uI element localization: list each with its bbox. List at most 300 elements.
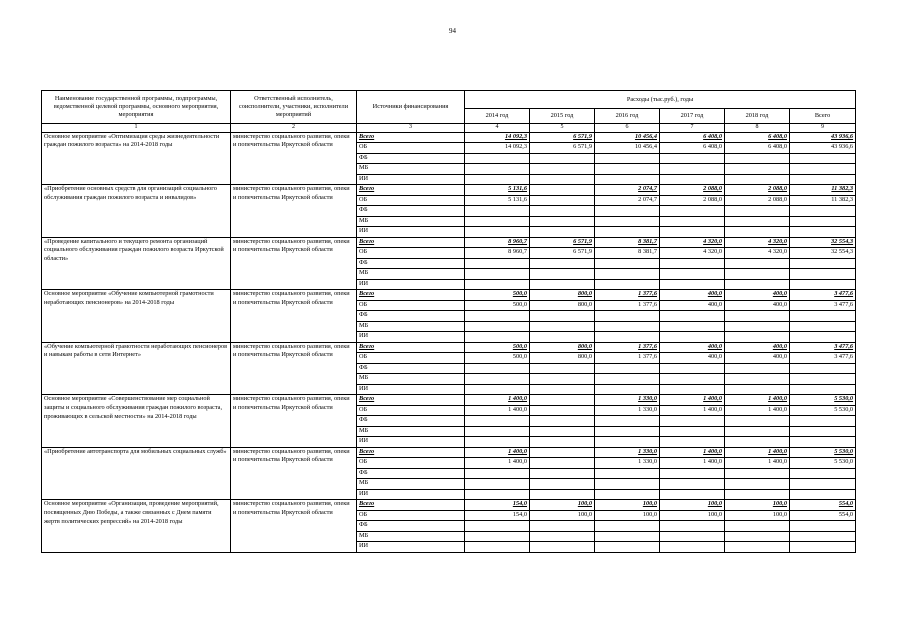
amount-cell: [530, 258, 595, 269]
amount-cell: [725, 531, 790, 542]
amount-cell: 100,0: [530, 500, 595, 511]
table-row: [42, 500, 856, 511]
amount-cell: [465, 311, 530, 322]
amount-cell: [725, 174, 790, 185]
amount-cell: 2 074,7: [595, 185, 660, 196]
amount-cell: 400,0: [725, 342, 790, 353]
amount-cell: [530, 374, 595, 385]
amount-cell: [595, 311, 660, 322]
responsible-executor: министерство социального развития, опеки и попечительства Иркутской области: [231, 132, 357, 185]
amount-cell: 400,0: [725, 353, 790, 364]
header-name-column: Наименование государственной программы, подпрограммы, ведомственной целевой программы, основного мероприятия, мероприятия: [42, 91, 231, 124]
amount-cell: [790, 164, 856, 175]
amount-cell: [595, 174, 660, 185]
amount-cell: [725, 258, 790, 269]
column-index: 9: [790, 124, 856, 133]
amount-cell: 554,0: [790, 510, 856, 521]
amount-cell: [530, 216, 595, 227]
amount-cell: [465, 416, 530, 427]
amount-cell: [530, 269, 595, 280]
amount-cell: 4 320,0: [660, 248, 725, 259]
amount-cell: [725, 479, 790, 490]
table-header: [42, 91, 856, 133]
table-body: [42, 132, 856, 552]
amount-cell: [660, 321, 725, 332]
amount-cell: 1 400,0: [465, 395, 530, 406]
table-row: [42, 185, 856, 196]
amount-cell: 6 571,9: [530, 237, 595, 248]
amount-cell: [595, 426, 660, 437]
amount-cell: [595, 542, 660, 553]
amount-cell: [595, 258, 660, 269]
header-expenses: Расходы (тыс.руб.), годы: [465, 91, 856, 109]
amount-cell: 800,0: [530, 300, 595, 311]
header-responsible-column: Ответственный исполнитель, соисполнители, участники, исполнители мероприятий: [231, 91, 357, 124]
amount-cell: 1 400,0: [725, 395, 790, 406]
amount-cell: [790, 479, 856, 490]
header-year-2018: 2018 год: [725, 109, 790, 124]
amount-cell: [725, 332, 790, 343]
expenses-table: [41, 90, 856, 553]
funding-source: МБ: [357, 426, 465, 437]
header-source-column: Источники финансирования: [357, 91, 465, 124]
amount-cell: [465, 437, 530, 448]
amount-cell: 1 330,0: [595, 405, 660, 416]
amount-cell: [725, 311, 790, 322]
amount-cell: 14 092,3: [465, 143, 530, 154]
amount-cell: 6 408,0: [660, 143, 725, 154]
amount-cell: 1 400,0: [660, 395, 725, 406]
amount-cell: [790, 416, 856, 427]
amount-cell: 400,0: [660, 290, 725, 301]
amount-cell: [790, 384, 856, 395]
column-index: 6: [595, 124, 660, 133]
amount-cell: 3 477,6: [790, 300, 856, 311]
funding-source: ФБ: [357, 311, 465, 322]
funding-source: МБ: [357, 269, 465, 280]
funding-source: ИИ: [357, 332, 465, 343]
funding-source: ФБ: [357, 258, 465, 269]
amount-cell: 5 530,0: [790, 405, 856, 416]
amount-cell: 4 320,0: [725, 248, 790, 259]
amount-cell: [725, 521, 790, 532]
amount-cell: 500,0: [465, 342, 530, 353]
funding-source: Всего: [357, 185, 465, 196]
funding-source: ФБ: [357, 416, 465, 427]
amount-cell: [465, 258, 530, 269]
amount-cell: 554,0: [790, 500, 856, 511]
amount-cell: 43 936,6: [790, 143, 856, 154]
amount-cell: [790, 269, 856, 280]
amount-cell: [465, 206, 530, 217]
amount-cell: [530, 153, 595, 164]
funding-source: ФБ: [357, 521, 465, 532]
amount-cell: [725, 269, 790, 280]
amount-cell: [790, 227, 856, 238]
amount-cell: 5 530,0: [790, 447, 856, 458]
amount-cell: [465, 363, 530, 374]
amount-cell: 2 088,0: [725, 195, 790, 206]
amount-cell: 3 477,6: [790, 353, 856, 364]
funding-source: ОБ: [357, 458, 465, 469]
amount-cell: 100,0: [595, 510, 660, 521]
responsible-executor: министерство социального развития, опеки и попечительства Иркутской области: [231, 290, 357, 343]
funding-source: ИИ: [357, 489, 465, 500]
column-index: 8: [725, 124, 790, 133]
column-index: 4: [465, 124, 530, 133]
amount-cell: 800,0: [530, 353, 595, 364]
table-row: [42, 290, 856, 301]
amount-cell: [530, 321, 595, 332]
amount-cell: 1 400,0: [725, 405, 790, 416]
amount-cell: [790, 489, 856, 500]
table-row: [42, 447, 856, 458]
amount-cell: 400,0: [660, 300, 725, 311]
amount-cell: 43 936,6: [790, 132, 856, 143]
amount-cell: 100,0: [725, 510, 790, 521]
amount-cell: [725, 374, 790, 385]
amount-cell: 3 477,6: [790, 290, 856, 301]
amount-cell: 1 330,0: [595, 395, 660, 406]
amount-cell: 400,0: [725, 290, 790, 301]
amount-cell: 32 554,3: [790, 248, 856, 259]
funding-source: ФБ: [357, 153, 465, 164]
amount-cell: [660, 227, 725, 238]
measure-name: Основное мероприятие «Организация, проведение мероприятий, посвященных Дню Победы, а также связанных с Днем памяти жертв политических репрессий» на 2014-2018 годы: [42, 500, 231, 553]
column-index: 2: [231, 124, 357, 133]
amount-cell: [530, 468, 595, 479]
amount-cell: 4 320,0: [660, 237, 725, 248]
measure-name: Основное мероприятие «Оптимизация среды жизнедеятельности граждан пожилого возраста» на 2014-2018 годы: [42, 132, 231, 185]
amount-cell: [530, 489, 595, 500]
amount-cell: [595, 384, 660, 395]
amount-cell: 400,0: [660, 342, 725, 353]
amount-cell: 100,0: [530, 510, 595, 521]
table-row: [42, 342, 856, 353]
amount-cell: [465, 531, 530, 542]
amount-cell: [595, 332, 660, 343]
measure-name: «Проведение капитального и текущего ремонта организаций социального обслуживания граждан пожилого возраста Иркутской области»: [42, 237, 231, 290]
funding-source: МБ: [357, 321, 465, 332]
funding-source: МБ: [357, 374, 465, 385]
table-row: [42, 237, 856, 248]
header-year-2016: 2016 год: [595, 109, 660, 124]
table-row: [42, 395, 856, 406]
amount-cell: [725, 426, 790, 437]
amount-cell: [530, 416, 595, 427]
amount-cell: [660, 416, 725, 427]
measure-name: «Обучение компьютерной грамотности неработающих пенсионеров и навыкам работы в сети Интернет»: [42, 342, 231, 395]
amount-cell: 6 571,9: [530, 248, 595, 259]
amount-cell: 6 571,9: [530, 132, 595, 143]
funding-source: МБ: [357, 216, 465, 227]
amount-cell: [725, 321, 790, 332]
funding-source: Всего: [357, 237, 465, 248]
amount-cell: 8 381,7: [595, 237, 660, 248]
amount-cell: 1 400,0: [465, 447, 530, 458]
responsible-executor: министерство социального развития, опеки и попечительства Иркутской области: [231, 500, 357, 553]
amount-cell: [660, 164, 725, 175]
amount-cell: 14 092,3: [465, 132, 530, 143]
amount-cell: [530, 279, 595, 290]
amount-cell: [660, 479, 725, 490]
amount-cell: [725, 363, 790, 374]
funding-source: ОБ: [357, 405, 465, 416]
amount-cell: 1 400,0: [660, 405, 725, 416]
amount-cell: [465, 542, 530, 553]
amount-cell: [530, 521, 595, 532]
amount-cell: [530, 447, 595, 458]
responsible-executor: министерство социального развития, опеки и попечительства Иркутской области: [231, 395, 357, 448]
amount-cell: 800,0: [530, 342, 595, 353]
funding-source: ФБ: [357, 468, 465, 479]
funding-source: Всего: [357, 500, 465, 511]
column-index: 1: [42, 124, 231, 133]
table-row: [42, 132, 856, 143]
amount-cell: 8 381,7: [595, 248, 660, 259]
amount-cell: [790, 437, 856, 448]
amount-cell: [790, 311, 856, 322]
funding-source: МБ: [357, 164, 465, 175]
amount-cell: 2 088,0: [660, 185, 725, 196]
amount-cell: [660, 489, 725, 500]
amount-cell: 5 131,6: [465, 185, 530, 196]
amount-cell: [530, 206, 595, 217]
amount-cell: [595, 468, 660, 479]
amount-cell: [530, 332, 595, 343]
amount-cell: [530, 363, 595, 374]
amount-cell: [660, 363, 725, 374]
amount-cell: [595, 321, 660, 332]
amount-cell: [530, 185, 595, 196]
column-index: 5: [530, 124, 595, 133]
amount-cell: [465, 153, 530, 164]
amount-cell: [465, 216, 530, 227]
amount-cell: 10 456,4: [595, 143, 660, 154]
amount-cell: [465, 426, 530, 437]
amount-cell: [660, 531, 725, 542]
funding-source: ФБ: [357, 363, 465, 374]
amount-cell: [660, 279, 725, 290]
amount-cell: [725, 206, 790, 217]
funding-source: Всего: [357, 342, 465, 353]
amount-cell: 1 400,0: [660, 447, 725, 458]
amount-cell: 1 400,0: [725, 458, 790, 469]
funding-source: ФБ: [357, 206, 465, 217]
amount-cell: [595, 227, 660, 238]
responsible-executor: министерство социального развития, опеки и попечительства Иркутской области: [231, 237, 357, 290]
page-number: 94: [449, 27, 456, 35]
responsible-executor: министерство социального развития, опеки и попечительства Иркутской области: [231, 342, 357, 395]
amount-cell: [595, 363, 660, 374]
amount-cell: [790, 374, 856, 385]
amount-cell: 154,0: [465, 500, 530, 511]
funding-source: ОБ: [357, 143, 465, 154]
responsible-executor: министерство социального развития, опеки и попечительства Иркутской области: [231, 185, 357, 238]
amount-cell: [530, 227, 595, 238]
amount-cell: [465, 279, 530, 290]
amount-cell: 1 377,6: [595, 342, 660, 353]
amount-cell: 5 530,0: [790, 458, 856, 469]
amount-cell: [790, 363, 856, 374]
funding-source: Всего: [357, 132, 465, 143]
amount-cell: [790, 216, 856, 227]
amount-cell: 2 088,0: [725, 185, 790, 196]
amount-cell: 6 408,0: [725, 143, 790, 154]
amount-cell: [465, 164, 530, 175]
funding-source: МБ: [357, 531, 465, 542]
amount-cell: [660, 206, 725, 217]
amount-cell: [595, 164, 660, 175]
header-year-2017: 2017 год: [660, 109, 725, 124]
amount-cell: [660, 258, 725, 269]
amount-cell: [660, 374, 725, 385]
amount-cell: 1 400,0: [725, 447, 790, 458]
header-year-2015: 2015 год: [530, 109, 595, 124]
amount-cell: 100,0: [595, 500, 660, 511]
amount-cell: [595, 374, 660, 385]
amount-cell: [595, 489, 660, 500]
amount-cell: 400,0: [660, 353, 725, 364]
amount-cell: 6 408,0: [725, 132, 790, 143]
amount-cell: [790, 153, 856, 164]
funding-source: ОБ: [357, 353, 465, 364]
funding-source: ОБ: [357, 510, 465, 521]
amount-cell: 500,0: [465, 353, 530, 364]
amount-cell: 800,0: [530, 290, 595, 301]
funding-source: ИИ: [357, 542, 465, 553]
amount-cell: 1 377,6: [595, 300, 660, 311]
amount-cell: [530, 437, 595, 448]
amount-cell: [530, 531, 595, 542]
amount-cell: 100,0: [660, 510, 725, 521]
funding-source: МБ: [357, 479, 465, 490]
funding-source: Всего: [357, 395, 465, 406]
amount-cell: [530, 426, 595, 437]
amount-cell: [725, 279, 790, 290]
amount-cell: 11 382,3: [790, 195, 856, 206]
amount-cell: [595, 279, 660, 290]
amount-cell: [725, 153, 790, 164]
amount-cell: [465, 374, 530, 385]
funding-source: ОБ: [357, 300, 465, 311]
funding-source: ИИ: [357, 384, 465, 395]
amount-cell: 2 088,0: [660, 195, 725, 206]
amount-cell: [790, 332, 856, 343]
amount-cell: [790, 258, 856, 269]
amount-cell: [530, 195, 595, 206]
column-index: 7: [660, 124, 725, 133]
amount-cell: 10 456,4: [595, 132, 660, 143]
measure-name: «Приобретение автотранспорта для мобильных социальных служб»: [42, 447, 231, 500]
amount-cell: [660, 384, 725, 395]
amount-cell: [790, 468, 856, 479]
amount-cell: 8 960,7: [465, 237, 530, 248]
amount-cell: [790, 206, 856, 217]
amount-cell: [725, 416, 790, 427]
amount-cell: [660, 437, 725, 448]
measure-name: Основное мероприятие «Обучение компьютерной грамотности неработающих пенсионеров» на 2014-2018 годы: [42, 290, 231, 343]
amount-cell: 6 571,9: [530, 143, 595, 154]
amount-cell: [530, 395, 595, 406]
amount-cell: [465, 384, 530, 395]
amount-cell: 1 330,0: [595, 447, 660, 458]
amount-cell: 4 320,0: [725, 237, 790, 248]
amount-cell: 2 074,7: [595, 195, 660, 206]
amount-cell: [465, 489, 530, 500]
amount-cell: [530, 542, 595, 553]
amount-cell: [660, 311, 725, 322]
amount-cell: [660, 426, 725, 437]
amount-cell: [660, 269, 725, 280]
amount-cell: 1 377,6: [595, 290, 660, 301]
amount-cell: [725, 384, 790, 395]
amount-cell: [595, 521, 660, 532]
amount-cell: [660, 468, 725, 479]
funding-source: Всего: [357, 447, 465, 458]
amount-cell: [660, 216, 725, 227]
funding-source: ИИ: [357, 437, 465, 448]
amount-cell: [530, 311, 595, 322]
amount-cell: [595, 531, 660, 542]
amount-cell: 154,0: [465, 510, 530, 521]
amount-cell: 1 400,0: [660, 458, 725, 469]
amount-cell: [465, 227, 530, 238]
amount-cell: [530, 384, 595, 395]
funding-source: ОБ: [357, 195, 465, 206]
amount-cell: 100,0: [725, 500, 790, 511]
amount-cell: [595, 437, 660, 448]
amount-cell: 3 477,6: [790, 342, 856, 353]
amount-cell: [790, 531, 856, 542]
amount-cell: [530, 174, 595, 185]
amount-cell: [465, 321, 530, 332]
amount-cell: [530, 458, 595, 469]
amount-cell: 500,0: [465, 290, 530, 301]
amount-cell: [790, 321, 856, 332]
amount-cell: 1 400,0: [465, 458, 530, 469]
amount-cell: [595, 153, 660, 164]
amount-cell: 400,0: [725, 300, 790, 311]
amount-cell: [790, 279, 856, 290]
amount-cell: [790, 426, 856, 437]
amount-cell: [660, 174, 725, 185]
funding-source: ИИ: [357, 174, 465, 185]
header-total: Всего: [790, 109, 856, 124]
amount-cell: [725, 542, 790, 553]
amount-cell: [530, 405, 595, 416]
amount-cell: [595, 479, 660, 490]
amount-cell: [465, 521, 530, 532]
funding-source: ИИ: [357, 279, 465, 290]
amount-cell: [725, 437, 790, 448]
amount-cell: [595, 416, 660, 427]
responsible-executor: министерство социального развития, опеки и попечительства Иркутской области: [231, 447, 357, 500]
amount-cell: 5 131,6: [465, 195, 530, 206]
amount-cell: [465, 468, 530, 479]
amount-cell: [790, 542, 856, 553]
amount-cell: [465, 479, 530, 490]
amount-cell: 32 554,3: [790, 237, 856, 248]
amount-cell: [725, 216, 790, 227]
amount-cell: 500,0: [465, 300, 530, 311]
amount-cell: [725, 164, 790, 175]
amount-cell: 100,0: [660, 500, 725, 511]
amount-cell: [660, 332, 725, 343]
amount-cell: 1 377,6: [595, 353, 660, 364]
amount-cell: [465, 332, 530, 343]
amount-cell: [465, 174, 530, 185]
